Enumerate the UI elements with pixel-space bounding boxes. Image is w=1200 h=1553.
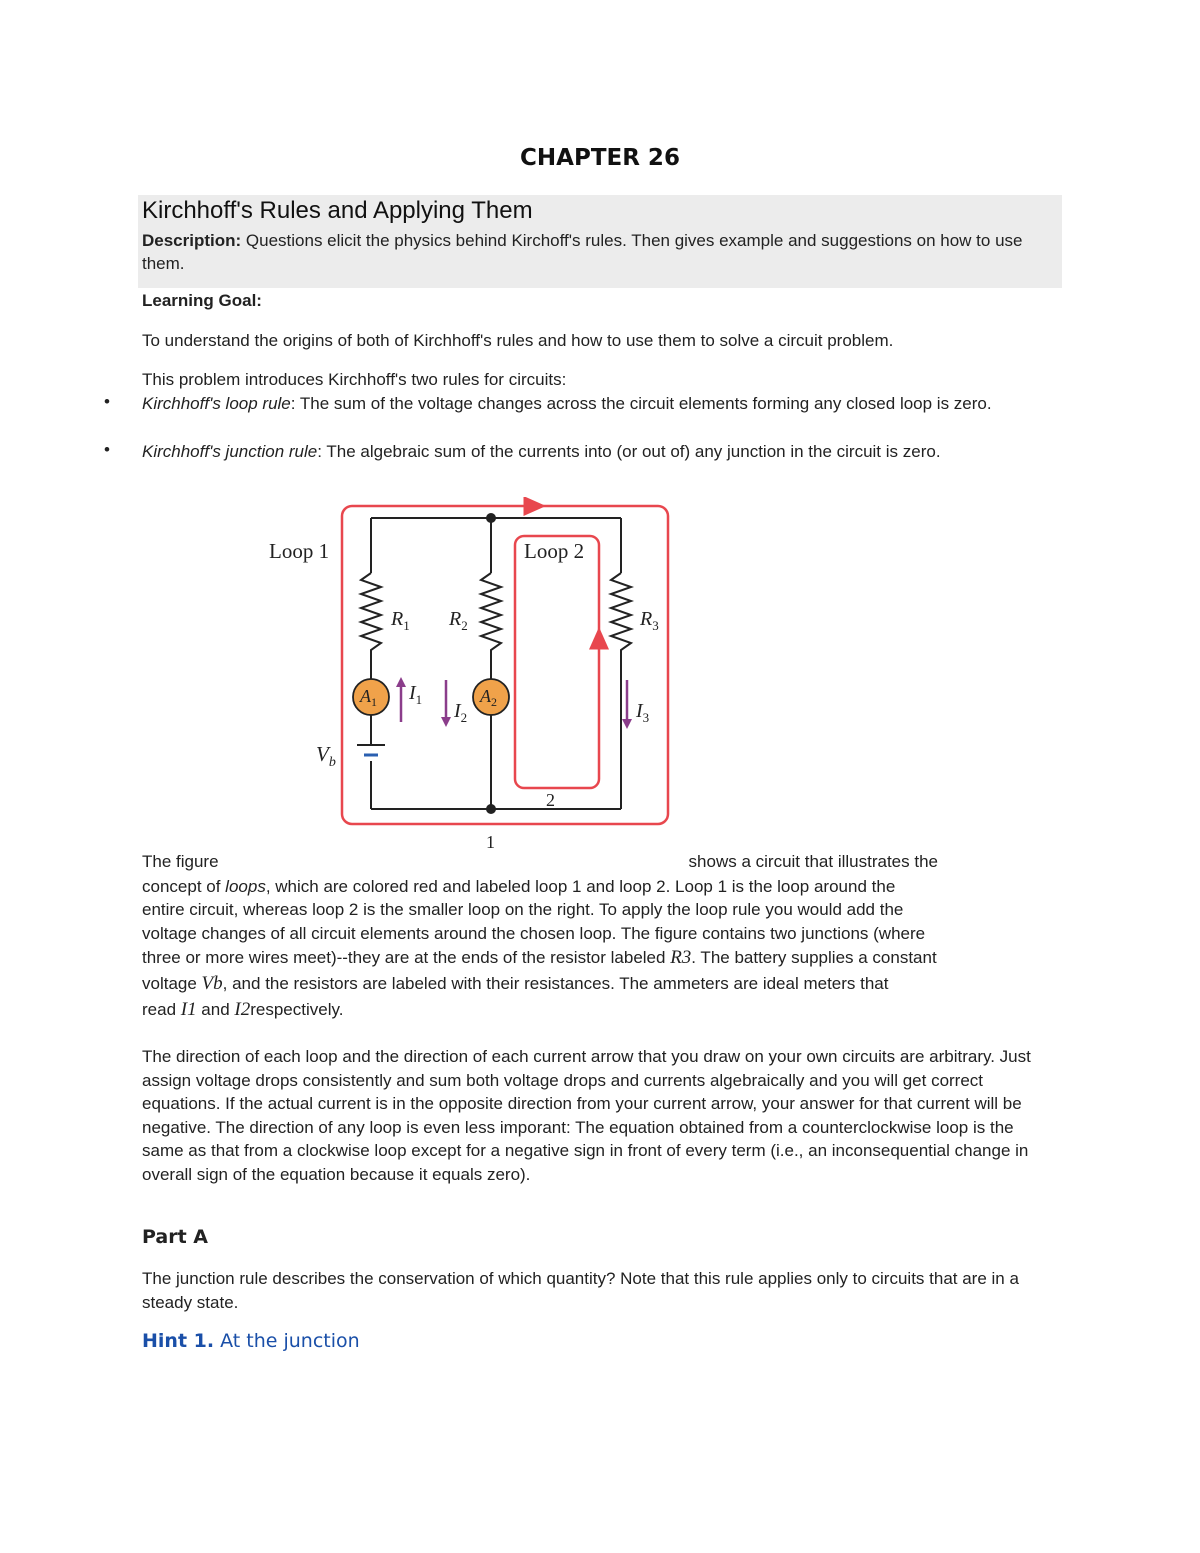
resistor-r1 (361, 573, 381, 657)
label-i3: $I_3$ (636, 700, 650, 725)
current-arrow-i3-head (622, 719, 632, 729)
figure-paragraph (142, 850, 1060, 1023)
label-i2: $I_2$ (454, 700, 468, 725)
description-text: Questions elicit the physics behind Kirchoff's rules. Then gives example and suggestions on how to use them. (142, 231, 1023, 273)
problem-title: Kirchhoff's Rules and Applying Them (142, 197, 533, 224)
junction-rule-text: : The algebraic sum of the currents into (or out of) any junction in the circuit is zero. (317, 442, 941, 461)
label-a1: $A_1$ (360, 686, 377, 709)
junction-dot-bottom (486, 804, 496, 814)
bullet-junction-rule (142, 440, 1022, 464)
figure-paragraph-line-5: three or more wires meet)--they are at the ends of the resistor labeled R3. The battery supplies a constant (142, 947, 937, 968)
loop1-outline (342, 506, 668, 824)
junction-label-1: 1 (486, 832, 495, 852)
label-i1: $I_1$ (409, 682, 423, 707)
figure-paragraph-line-4: voltage changes of all circuit elements around the chosen loop. The figure contains two junctions (where (142, 923, 926, 943)
loop-rule-term: Kirchhoff's loop rule (142, 394, 291, 413)
description-label: Description: (142, 231, 242, 250)
direction-paragraph: The direction of each loop and the direction of each current arrow that you draw on your own circuits are arbitrary. Just assign voltage drops consistently and sum both voltage drops and currents algebraically and you will get correct equations. If the actual current is in the opposite direction from your current arrow, your answer for that current will be negative. The direction of any loop is even less imporant: The equation obtained from a counterclockwise loop is the same as that from a clockwise loop except for a negative sign in front of every term (i.e., an inconsequential change in overall sign of the equation because it equals zero). (142, 1047, 1031, 1184)
label-a2: $A_2$ (480, 686, 497, 709)
figure-lead-rest: shows a circuit that illustrates the (688, 852, 938, 871)
junction-rule-term: Kirchhoff's junction rule (142, 442, 318, 461)
resistor-r2 (481, 573, 501, 657)
hint-label: Hint 1. (142, 1330, 215, 1352)
description (142, 229, 1060, 275)
label-vb: $V_b$ (316, 742, 336, 770)
label-r2: $R_2$ (449, 608, 468, 633)
bullet-marker: • (104, 392, 110, 411)
part-a-heading: Part A (142, 1226, 209, 1248)
hint-text: At the junction (214, 1330, 360, 1352)
label-r3: $R_3$ (640, 608, 659, 633)
figure-paragraph-line-2: concept of loops, which are colored red and labeled loop 1 and loop 2. Loop 1 is the loop around the (142, 876, 896, 896)
figure-paragraph-line-6: voltage Vb, and the resistors are labeled with their resistances. The ammeters are ideal meters that (142, 973, 889, 994)
figure-paragraph-line-3: entire circuit, whereas loop 2 is the smaller loop on the right. To apply the loop rule you would add the (142, 900, 904, 919)
label-r1: $R_1$ (391, 608, 410, 633)
junction-dot-top (486, 513, 496, 523)
loop-rule-text: : The sum of the voltage changes across the circuit elements forming any closed loop is zero. (290, 394, 992, 413)
part-a-question: The junction rule describes the conservation of which quantity? Note that this rule applies only to circuits that are in a steady state. (142, 1269, 1019, 1312)
chapter-heading: CHAPTER 26 (520, 145, 680, 171)
bullet-marker: • (104, 440, 110, 459)
loop2-outline (515, 536, 599, 788)
figure-lead: The figure (142, 852, 219, 871)
current-arrow-i2-head (441, 717, 451, 727)
learning-goal-label: Learning Goal: (142, 291, 262, 310)
figure-paragraph-line-7: read I1 and I2respectively. (142, 999, 344, 1020)
bullet-loop-rule (142, 392, 1057, 416)
resistor-r3 (611, 573, 631, 657)
loop2-label: Loop 2 (524, 539, 585, 563)
loop1-label: Loop 1 (269, 539, 330, 563)
current-arrow-i1-head (396, 677, 406, 687)
learning-goal-text: To understand the origins of both of Kirchhoff's rules and how to use them to solve a circuit problem. (142, 331, 894, 350)
junction-label-2: 2 (546, 790, 555, 810)
hint-1-link[interactable] (142, 1330, 360, 1352)
circuit-figure (260, 497, 680, 857)
figure-paragraph-line-1 (142, 850, 1060, 874)
intro-text: This problem introduces Kirchhoff's two rules for circuits: (142, 370, 567, 389)
